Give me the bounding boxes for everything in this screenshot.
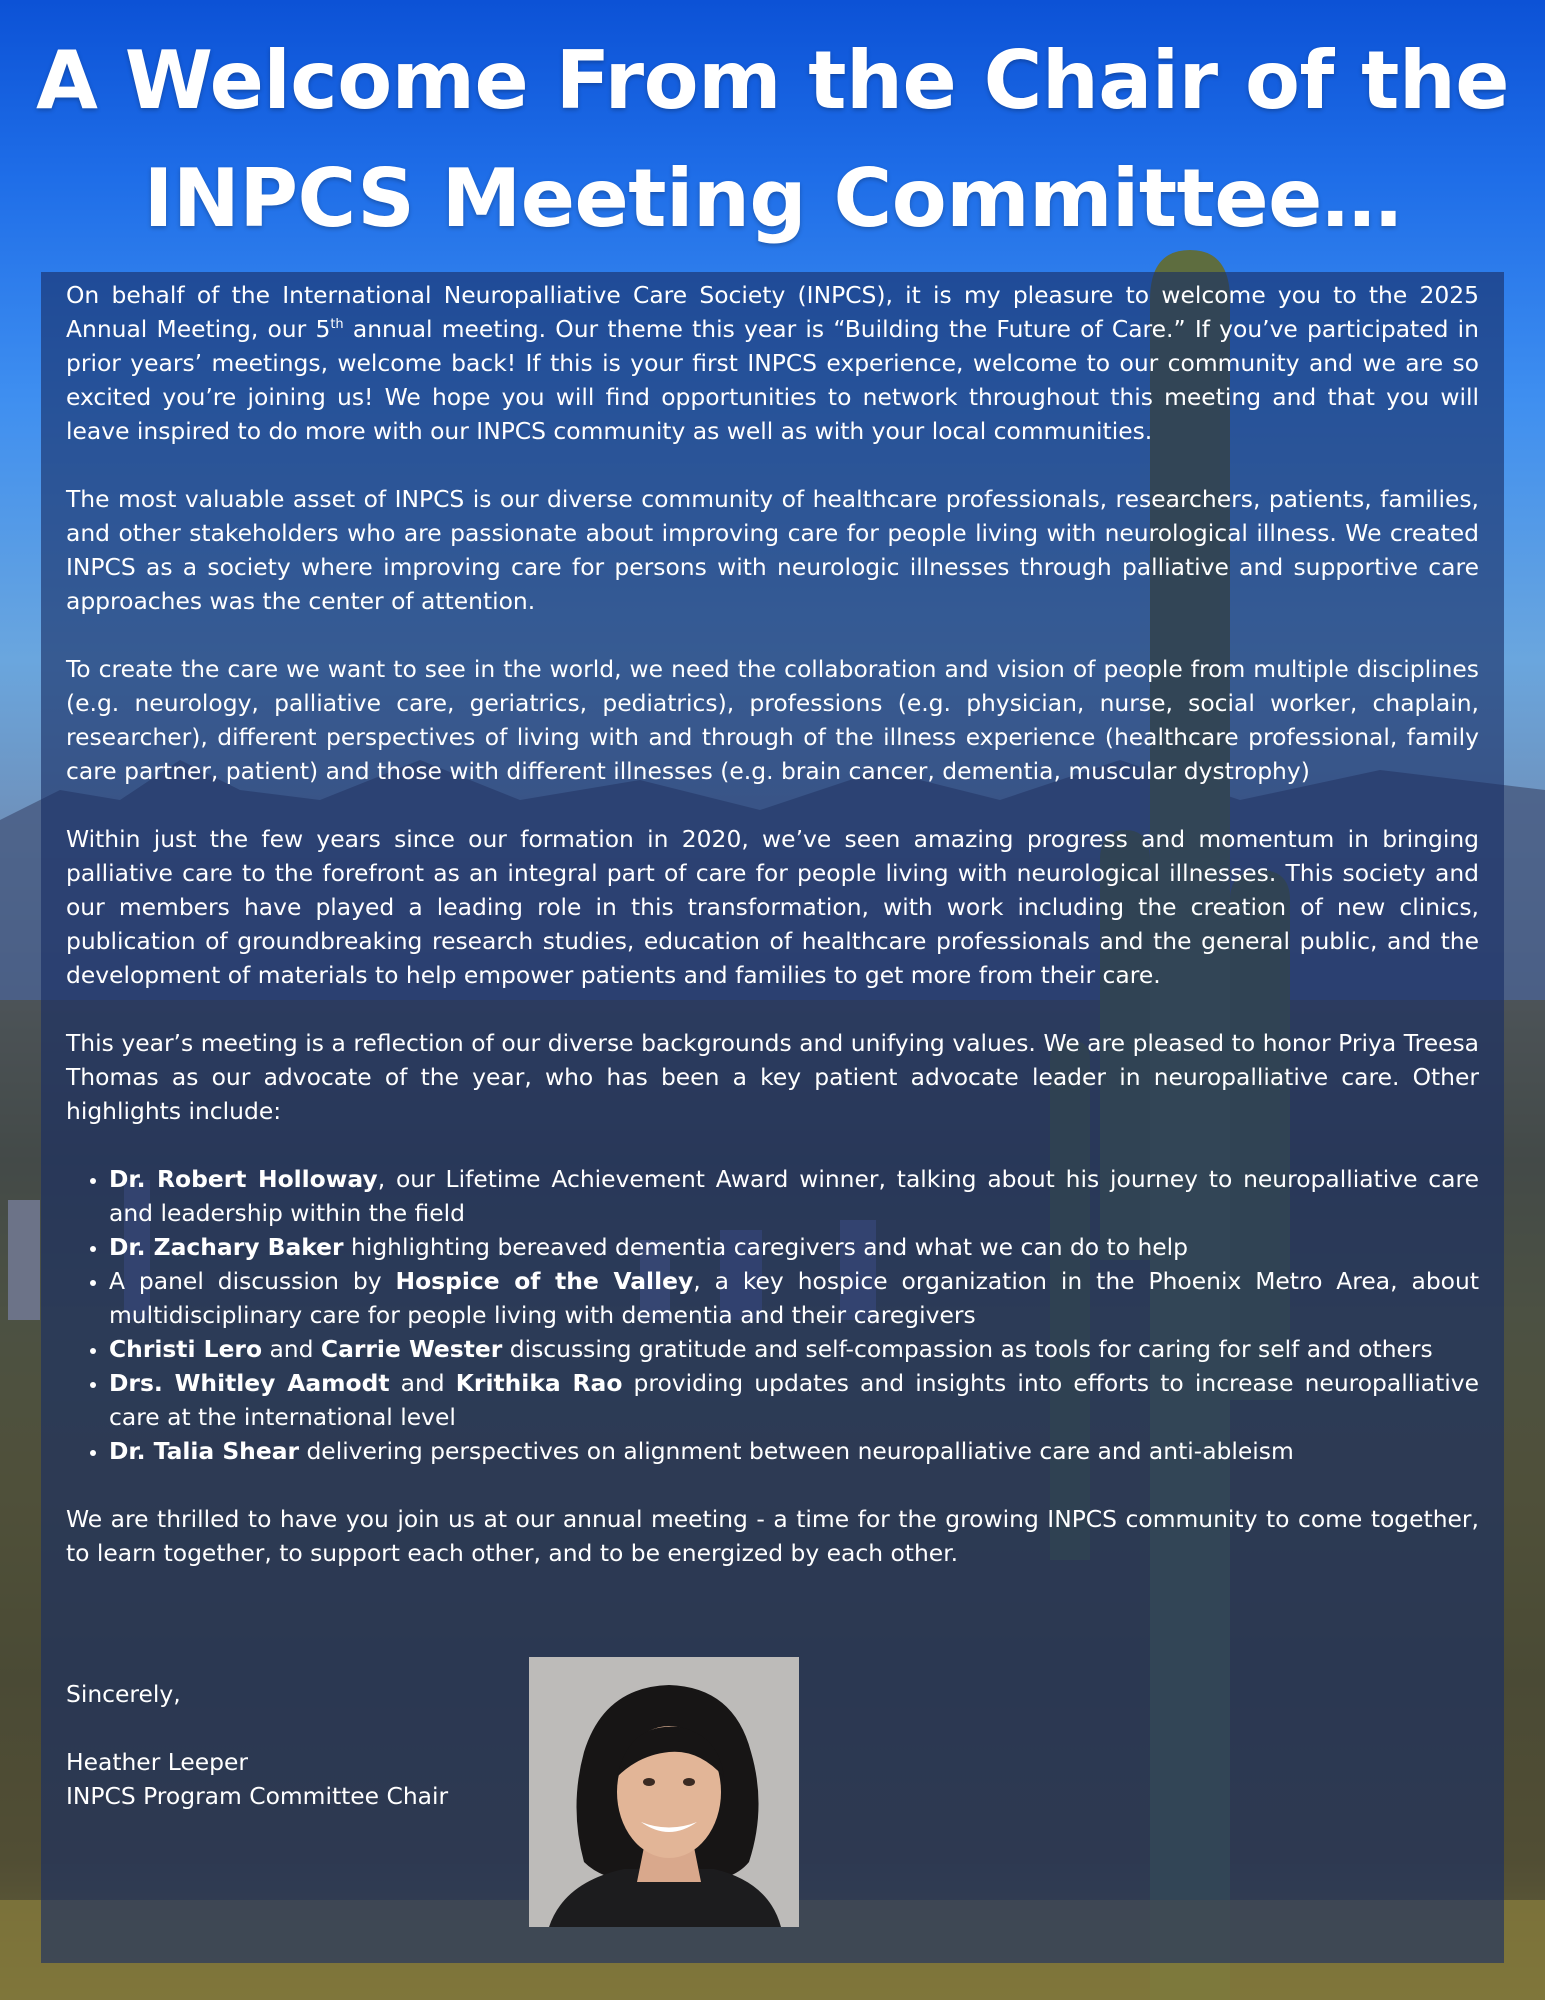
paragraph-progress: Within just the few years since our formation in 2020, we’ve seen amazing progress and momentum in bringing palliative care to the forefront as an integral part of care for people living with neurological illnesses. This society and our members have played a leading role in this transformation, with work including the creation of new clinics, publication of groundbreaking research studies, education of healthcare professionals and the general public, and the development of materials to help empower patients and families to get more from their care.	[66, 825, 1479, 989]
highlight-item: • Drs. Whitley Aamodt and Krithika Rao providing updates and insights into efforts to increase neuropalliative care at the international level	[109, 1366, 1479, 1434]
signature-name: Heather Leeper	[66, 1748, 249, 1776]
title-line-1: A Welcome From the Chair of the	[35, 34, 1510, 127]
page-title	[0, 22, 1545, 258]
paragraph-intro: On behalf of the International Neuropalliative Care Society (INPCS), it is my pleasure to welcome you to the 2025 Annual Meeting, our 5th annual meeting. Our theme this year is “Building the Future of Care.” If you’ve participated in prior years’ meetings, welcome back! If this is your first INPCS experience, welcome to our community and we are so excited you’re joining us! We hope you will find opportunities to network throughout this meeting and that you will leave inspired to do more with our INPCS community as well as with your local communities.	[66, 281, 1479, 445]
paragraph-collaboration: To create the care we want to see in the world, we need the collaboration and vision of people from multiple disciplines (e.g. neurology, palliative care, geriatrics, pediatrics), professions (e.g. physician, nurse, social worker, chaplain, researcher), different perspectives of living with and through of the illness experience (healthcare professional, family care partner, patient) and those with different illnesses (e.g. brain cancer, dementia, muscular dystrophy)	[66, 655, 1479, 785]
highlight-item: • Dr. Zachary Baker highlighting bereaved dementia caregivers and what we can do to help	[109, 1230, 1479, 1264]
paragraph-closing: We are thrilled to have you join us at our annual meeting - a time for the growing INPCS community to come together, to learn together, to support each other, and to be energized by each other.	[66, 1505, 1479, 1567]
signature-role: INPCS Program Committee Chair	[66, 1782, 449, 1810]
highlight-item: • Dr. Robert Holloway, our Lifetime Achievement Award winner, talking about his journey to neuropalliative care and leadership within the field	[109, 1162, 1479, 1230]
signature-closing: Sincerely,	[66, 1680, 181, 1708]
title-line-2: INPCS Meeting Committee…	[143, 152, 1402, 245]
highlight-item: • Christi Lero and Carrie Wester discussing gratitude and self-compassion as tools for caring for self and others	[109, 1332, 1479, 1366]
highlights-list	[66, 1162, 1479, 1468]
highlight-item: • A panel discussion by Hospice of the Valley, a key hospice organization in the Phoenix Metro Area, about multidisciplinary care for people living with dementia and their caregivers	[109, 1264, 1479, 1332]
paragraph-community: The most valuable asset of INPCS is our diverse community of healthcare professionals, researchers, patients, families, and other stakeholders who are passionate about improving care for people living with neurological illness. We created INPCS as a society where improving care for persons with neurologic illnesses through palliative and supportive care approaches was the center of attention.	[66, 485, 1479, 615]
chair-portrait-photo	[529, 1657, 799, 1927]
signature-block	[66, 1677, 448, 1813]
letter-body	[66, 278, 1479, 1604]
highlight-item: • Dr. Talia Shear delivering perspectives on alignment between neuropalliative care and anti-ableism	[109, 1434, 1479, 1468]
paragraph-highlights-intro: This year’s meeting is a reflection of our diverse backgrounds and unifying values. We are pleased to honor Priya Treesa Thomas as our advocate of the year, who has been a key patient advocate leader in neuropalliative care. Other highlights include:	[66, 1029, 1479, 1125]
